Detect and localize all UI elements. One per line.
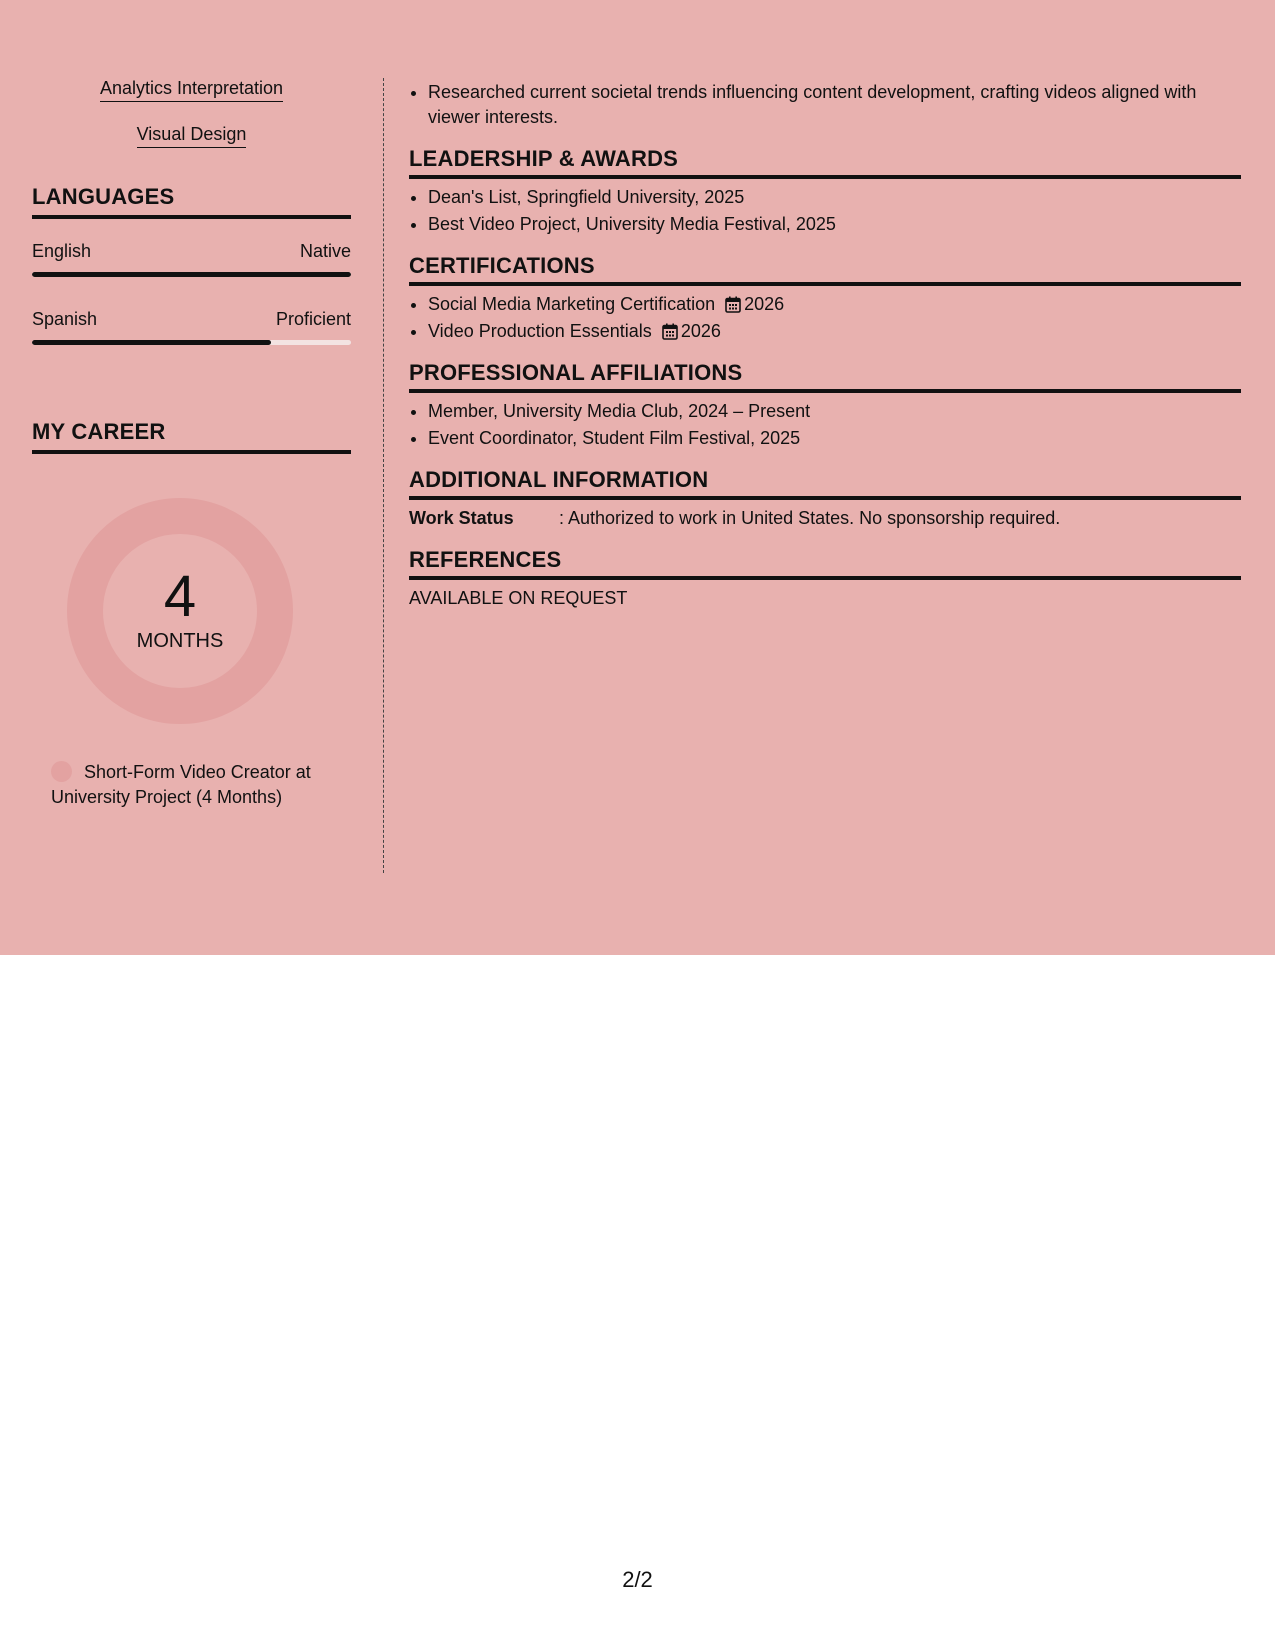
affiliations-heading: PROFESSIONAL AFFILIATIONS	[409, 360, 1241, 393]
legend-dot-icon	[51, 761, 72, 782]
skill-item: Visual Design	[32, 124, 351, 148]
language-name: Spanish	[32, 309, 98, 329]
certification-year: 2026	[680, 321, 721, 341]
proficiency-bar	[32, 272, 351, 277]
calendar-icon	[662, 323, 678, 340]
affiliations-list	[409, 399, 1241, 451]
list-item: • Researched current societal trends influencing content development, crafting videos aligned with viewer interests.	[428, 80, 1241, 130]
language-name: English	[32, 241, 92, 261]
proficiency-bar	[32, 340, 351, 345]
list-item	[428, 292, 1241, 317]
donut-total-unit: MONTHS	[136, 630, 224, 652]
sidebar	[32, 78, 351, 810]
proficiency-fill	[32, 272, 351, 277]
calendar-icon	[725, 296, 741, 313]
list-item	[428, 319, 1241, 344]
proficiency-fill	[32, 340, 271, 345]
career-donut-chart	[67, 498, 293, 724]
certification-name: Video Production Essentials	[428, 321, 652, 341]
list-item: • Member, University Media Club, 2024 – Present	[428, 399, 1241, 424]
experience-list	[409, 80, 1241, 130]
references-text: AVAILABLE ON REQUEST	[409, 588, 628, 608]
languages-heading: LANGUAGES	[32, 184, 351, 219]
career-legend-label: Short-Form Video Creator at University Project (4 Months)	[51, 762, 311, 807]
list-item: • Event Coordinator, Student Film Festival, 2025	[428, 426, 1241, 451]
references-heading: REFERENCES	[409, 547, 1241, 580]
column-divider	[383, 78, 384, 873]
donut-total-value: 4	[163, 564, 197, 629]
work-status-label: Work Status	[409, 508, 514, 528]
career-legend-item	[51, 760, 341, 810]
language-level: Native	[299, 241, 351, 261]
language-level: Proficient	[275, 309, 351, 329]
additional-info-heading: ADDITIONAL INFORMATION	[409, 467, 1241, 500]
language-spanish	[32, 309, 351, 345]
leadership-heading: LEADERSHIP & AWARDS	[409, 146, 1241, 179]
work-status-value: : Authorized to work in United States. No sponsorship required.	[559, 508, 1061, 528]
main-content	[409, 78, 1241, 611]
list-item: • Dean's List, Springfield University, 2025	[428, 185, 1241, 210]
certification-name: Social Media Marketing Certification	[428, 294, 716, 314]
certifications-heading: CERTIFICATIONS	[409, 253, 1241, 286]
career-heading: MY CAREER	[32, 419, 351, 454]
certification-year: 2026	[744, 294, 785, 314]
leadership-list	[409, 185, 1241, 237]
page-number: 2/2	[622, 1567, 653, 1592]
work-status-row	[409, 506, 1241, 531]
skill-item: Analytics Interpretation	[32, 78, 351, 102]
list-item: • Best Video Project, University Media Festival, 2025	[428, 212, 1241, 237]
certifications-list	[409, 292, 1241, 344]
language-english	[32, 241, 351, 277]
